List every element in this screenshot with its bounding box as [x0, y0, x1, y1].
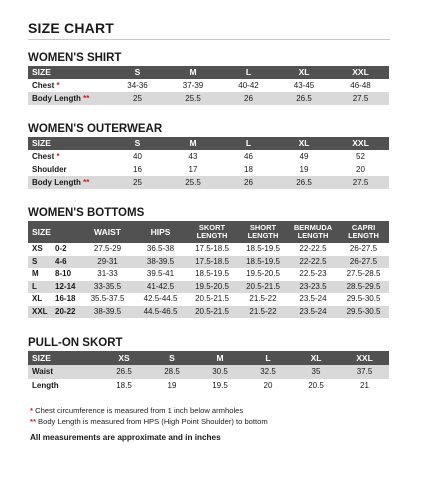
size-label: XS	[32, 244, 43, 254]
skort-table	[28, 351, 389, 393]
table-cell: 23-23.5	[288, 281, 338, 294]
bottoms-header-size: SIZE	[28, 221, 80, 243]
table-cell: 30.5	[196, 365, 244, 379]
table-cell: 19	[167, 381, 177, 390]
outerwear-header-xxl: XXL	[332, 137, 389, 150]
measurements-disclaimer: All measurements are approximate and in inches	[30, 433, 221, 442]
shirt-header-size: SIZE	[28, 66, 110, 79]
skort-header-size: SIZE	[28, 351, 100, 365]
table-cell: 20.5	[308, 381, 324, 390]
outerwear-section-title: WOMEN'S OUTERWEAR	[28, 123, 163, 135]
row-label: Chest *	[32, 80, 60, 90]
table-row	[28, 256, 389, 269]
skort-header-row	[28, 351, 389, 365]
size-code: 20-22	[53, 306, 80, 319]
table-cell: 33-35.5	[80, 281, 135, 294]
table-cell: 40	[133, 151, 142, 161]
table-cell: 26.5	[276, 176, 332, 189]
bottoms-header-waist: WAIST	[80, 221, 135, 243]
row-label: Body Length **	[28, 176, 110, 189]
shirt-section-title: WOMEN'S SHIRT	[28, 52, 122, 64]
shirt-header-l: L	[221, 66, 276, 79]
table-cell: 25	[110, 92, 165, 105]
table-cell: 17.5-18.5	[195, 244, 229, 254]
size-code: 4-6	[53, 256, 80, 269]
chest-note-marker: *	[30, 406, 33, 415]
skort-section-title: PULL-ON SKORT	[28, 337, 123, 349]
table-cell: 25	[110, 176, 165, 189]
table-cell: 23.5-24	[299, 294, 327, 304]
bottoms-section-title: WOMEN'S BOTTOMS	[28, 207, 145, 219]
table-cell: 17	[188, 164, 198, 174]
table-cell: 17.5-18.5	[186, 256, 238, 269]
table-cell: 19.5	[212, 381, 228, 390]
skort-header-xs: XS	[100, 351, 148, 365]
table-cell: 20	[263, 381, 273, 390]
table-row	[28, 163, 389, 176]
table-cell: 27.5-29	[93, 244, 122, 254]
table-cell: 43-45	[293, 80, 315, 90]
row-label: Length	[32, 381, 59, 390]
table-row	[28, 379, 389, 393]
table-cell: 18.5	[116, 381, 132, 390]
table-cell: 28.5	[148, 365, 196, 379]
table-row	[28, 281, 389, 294]
length-note-marker: **	[30, 417, 36, 426]
length-marker: **	[83, 93, 90, 103]
shirt-table	[28, 66, 389, 105]
length-note	[30, 417, 268, 426]
skort-header-l: L	[244, 351, 292, 365]
table-cell: 27.5	[332, 92, 389, 105]
page-title: SIZE CHART	[28, 20, 114, 36]
chest-marker: *	[56, 80, 60, 90]
size-code: 12-14	[53, 281, 80, 294]
size-label: M	[32, 269, 39, 279]
table-cell: 20.5-21.5	[186, 306, 238, 319]
row-label: Chest *	[32, 151, 60, 161]
table-cell: 35.5-37.5	[90, 294, 125, 304]
skort-header-s: S	[148, 351, 196, 365]
table-cell: 25.5	[165, 92, 221, 105]
table-cell: 20	[356, 164, 365, 174]
size-code: 0-2	[55, 244, 67, 254]
table-cell: 49	[299, 151, 309, 161]
table-cell: 26	[221, 92, 276, 105]
table-cell: 34-36	[127, 80, 148, 90]
table-cell: 26	[221, 176, 276, 189]
table-cell: 21.5-22	[238, 306, 288, 319]
length-note-text: Body Length is measured from HPS (High Point Shoulder) to bottom	[38, 417, 268, 426]
bottoms-table	[28, 221, 389, 318]
table-cell: 19	[299, 164, 309, 174]
bottoms-header-bermuda-length: BERMUDA LENGTH	[288, 221, 338, 243]
outerwear-header-l: L	[221, 137, 276, 150]
table-cell: 37-39	[182, 80, 204, 90]
table-row	[28, 150, 389, 163]
table-cell: 18.5-19.5	[238, 256, 288, 269]
table-cell: 22-22.5	[288, 256, 338, 269]
table-cell: 38-39.5	[80, 306, 135, 319]
table-cell: 39.5-41	[146, 269, 175, 279]
table-cell: 26.5	[276, 92, 332, 105]
shirt-header-row	[28, 66, 389, 79]
title-divider	[28, 39, 390, 40]
outerwear-header-size: SIZE	[28, 137, 110, 150]
chest-marker: *	[56, 151, 60, 161]
table-cell: 43	[188, 151, 198, 161]
size-label: L	[28, 281, 53, 294]
skort-header-xl: XL	[292, 351, 340, 365]
table-cell: 28.5-29.5	[338, 281, 389, 294]
table-cell: 46	[244, 151, 253, 161]
table-cell: 29.5-30.5	[338, 306, 389, 319]
shirt-header-xxl: XXL	[332, 66, 389, 79]
outerwear-header-xl: XL	[276, 137, 332, 150]
table-cell: 21.5-22	[249, 294, 277, 304]
row-label: Waist	[28, 365, 100, 379]
table-cell: 25.5	[165, 176, 221, 189]
table-cell: 46-48	[350, 80, 371, 90]
table-cell: 27.5-28.5	[346, 269, 381, 279]
chest-note	[30, 406, 243, 415]
table-cell: 31-33	[97, 269, 118, 279]
bottoms-header-short-length: SHORT LENGTH	[238, 221, 288, 243]
outerwear-header-m: M	[165, 137, 221, 150]
length-marker: **	[83, 177, 90, 187]
skort-header-xxl: XXL	[340, 351, 389, 365]
table-cell: 26-27.5	[338, 256, 389, 269]
table-cell: 29.5-30.5	[346, 294, 381, 304]
table-cell: 26-27.5	[349, 244, 378, 254]
bottoms-header-row	[28, 221, 389, 243]
outerwear-table	[28, 137, 389, 189]
table-cell: 40-42	[238, 80, 259, 90]
table-cell: 22-22.5	[299, 244, 327, 254]
table-cell: 32.5	[244, 365, 292, 379]
table-cell: 26.5	[100, 365, 148, 379]
table-cell: 41-42.5	[135, 281, 186, 294]
table-cell: 18.5-19.5	[195, 269, 229, 279]
table-cell: 44.5-46.5	[135, 306, 186, 319]
table-cell: 23.5-24	[288, 306, 338, 319]
table-row	[28, 293, 389, 306]
shirt-header-m: M	[165, 66, 221, 79]
table-cell: 19.5-20.5	[246, 269, 280, 279]
size-code: 16-18	[55, 294, 76, 304]
table-cell: 22.5-23	[299, 269, 327, 279]
table-cell: 21	[360, 381, 369, 390]
size-label: XXL	[28, 306, 53, 319]
bottoms-header-skort-length: SKORT LENGTH	[186, 221, 238, 243]
row-label: Shoulder	[32, 164, 67, 174]
table-row	[28, 79, 389, 92]
outerwear-header-row	[28, 137, 389, 150]
shirt-header-xl: XL	[276, 66, 332, 79]
size-code: 8-10	[55, 269, 72, 279]
table-cell: 18.5-19.5	[246, 244, 280, 254]
table-cell: 16	[133, 164, 142, 174]
skort-header-m: M	[196, 351, 244, 365]
table-cell: 20.5-21.5	[195, 294, 229, 304]
row-label: Body Length **	[28, 92, 110, 105]
table-cell: 29-31	[80, 256, 135, 269]
table-cell: 42.5-44.5	[143, 294, 178, 304]
table-row	[28, 268, 389, 281]
table-cell: 35	[292, 365, 340, 379]
outerwear-header-s: S	[110, 137, 165, 150]
chest-note-text: Chest circumference is measured from 1 inch below armholes	[35, 406, 244, 415]
table-cell: 52	[356, 151, 365, 161]
bottoms-header-capri-length: CAPRI LENGTH	[338, 221, 389, 243]
table-row	[28, 243, 389, 256]
shirt-header-s: S	[110, 66, 165, 79]
table-cell: 38-39.5	[135, 256, 186, 269]
table-row	[28, 306, 389, 319]
size-label: S	[28, 256, 53, 269]
table-row	[28, 365, 389, 379]
table-cell: 37.5	[340, 365, 389, 379]
table-cell: 18	[244, 164, 253, 174]
table-cell: 19.5-20.5	[186, 281, 238, 294]
table-cell: 27.5	[332, 176, 389, 189]
table-row	[28, 92, 389, 105]
table-row	[28, 176, 389, 189]
table-cell: 20.5-21.5	[238, 281, 288, 294]
bottoms-header-hips: HIPS	[135, 221, 186, 243]
table-cell: 36.5-38	[146, 244, 175, 254]
size-label: XL	[32, 294, 43, 304]
